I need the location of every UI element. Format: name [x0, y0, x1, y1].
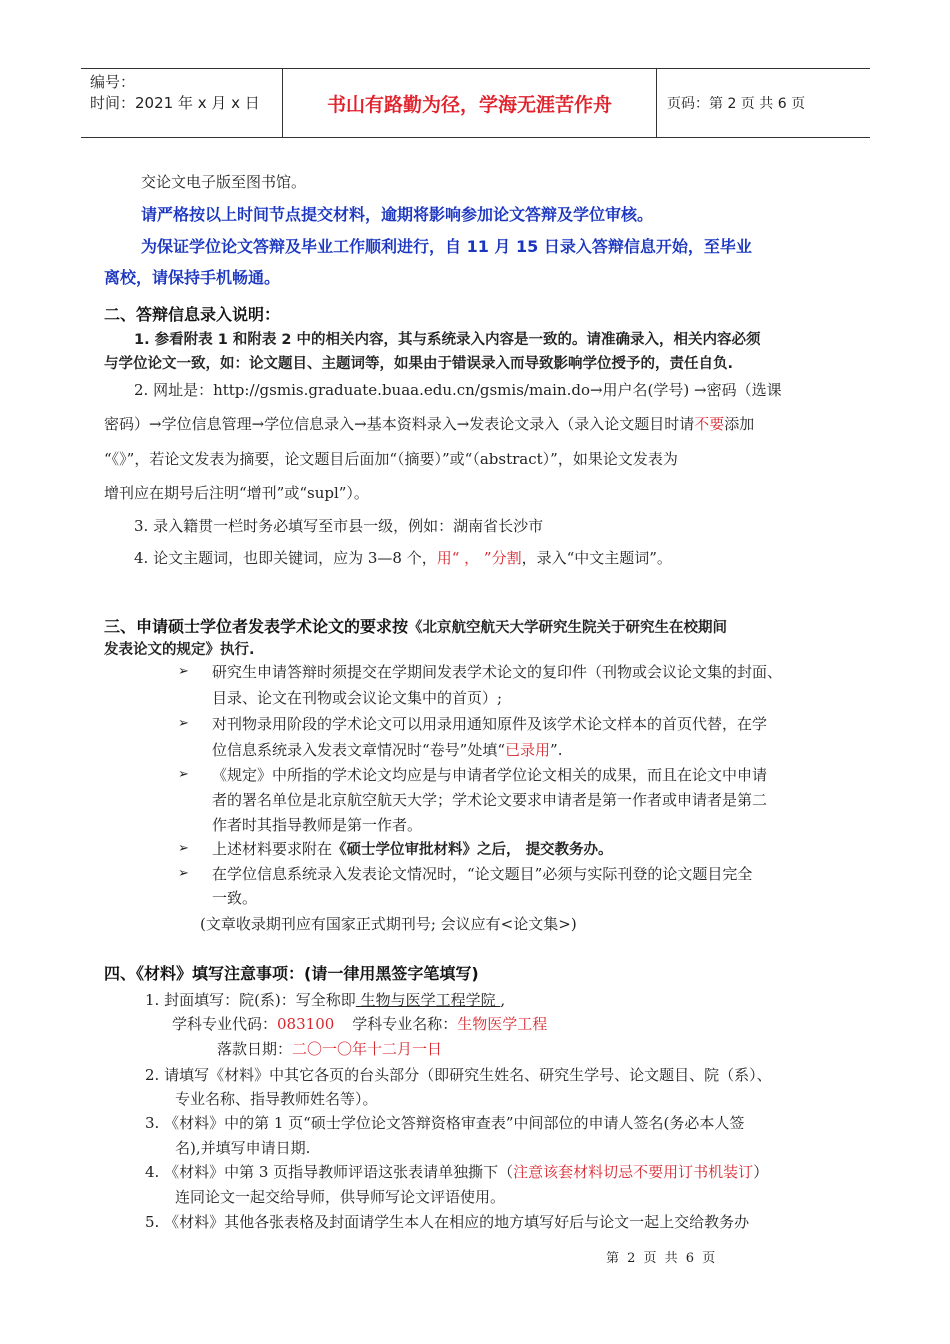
s2-item4: [134, 548, 672, 568]
s2-item2-line2: [104, 414, 754, 434]
red-text: 注意该套材料切忌不要用订书机装订: [513, 1163, 754, 1181]
date-value: 二〇一〇年十二月一日: [292, 1040, 443, 1058]
page-footer: 第 2 页 共 6 页: [606, 1251, 718, 1266]
text: 位信息系统录入发表文章情况时“卷号”处填“: [212, 741, 506, 759]
s3-bullet3-line2: 者的署名单位是北京航空航天大学；学术论文要求申请者是第一作者或申请者是第二: [212, 791, 768, 809]
intro-line: 交论文电子版至图书馆。: [141, 173, 307, 191]
arrow-bullet-icon: ➢: [178, 716, 189, 731]
section4-title: 四、《材料》填写注意事项：(请一律用黑签字笔填写): [104, 964, 479, 983]
s2-item1-line1: 1. 参看附表 1 和附表 2 中的相关内容，其与系统录入内容是一致的。请准确录入，相关内容必须: [134, 332, 761, 348]
s2-item2-line4: 增刊应在期号后注明“增刊”或“supl”）。: [104, 484, 369, 502]
time-label: 时间：2021 年 x 月 x 日: [90, 94, 260, 112]
header-meta: [81, 69, 282, 137]
text: 4. 论文主题词，也即关键词，应为 3—8 个，: [134, 549, 437, 567]
s3-bullet3-line3: 作者时其指导教师是第一作者。: [212, 816, 423, 834]
s4-item4-line1: [145, 1162, 768, 1182]
section3-title: 三、申请硕士学位者发表学术论文的要求按: [104, 617, 409, 636]
s4-item2-line2: 专业名称、指导教师姓名等）。: [175, 1090, 378, 1108]
name-label: 学科专业名称：: [352, 1015, 458, 1033]
red-text: 不要: [694, 415, 725, 433]
s3-bullet3-line1: 《规定》中所指的学术论文均应是与申请者学位论文相关的成果，而且在论文中申请: [212, 766, 768, 784]
s4-item1: [145, 990, 505, 1010]
number-label: 编号：: [90, 73, 136, 91]
section3-title-cont: 《北京航空航天大学研究生院关于研究生在校期间: [408, 620, 728, 636]
text: 4. 《材料》中第 3 页指导教师评语这张表请单独撕下（: [145, 1163, 514, 1181]
arrow-bullet-icon: ➢: [178, 767, 189, 782]
s4-item5-line1: 5. 《材料》其他各张表格及封面请学生本人在相应的地方填写好后与论文一起上交给教务办: [145, 1213, 750, 1231]
s4-item3-line1: 3. 《材料》中的第 1 页“硕士学位论文答辩资格审查表”中间部位的申请人签名(务必本人签: [145, 1114, 745, 1132]
section3-title-line1: [104, 617, 727, 638]
arrow-bullet-icon: ➢: [178, 841, 189, 856]
text: ）: [753, 1163, 769, 1181]
s3-bullet1-line2: 目录、论文在刊物或会议论文集中的首页）;: [212, 689, 503, 707]
s3-bullet4: [212, 839, 613, 860]
s3-bullet2-line1: 对刊物录用阶段的学术论文可以用录用通知原件及该学术论文样本的首页代替，在学: [212, 715, 768, 733]
text: ，录入“中文主题词”。: [521, 549, 672, 567]
text: ,: [500, 991, 506, 1009]
page-header: [81, 68, 870, 138]
name-value: 生物医学工程: [457, 1015, 548, 1033]
s2-item1-line2: 与学位论文一致，如：论文题目、主题词等，如果由于错误录入而导致影响学位授予的，责任自负.: [104, 356, 734, 372]
s3-note: (文章收录期刊应有国家正式期刊号; 会议应有<论文集>): [200, 915, 577, 933]
text: ”.: [550, 741, 563, 759]
arrow-bullet-icon: ➢: [178, 866, 189, 881]
red-text: 用“ ， ”分割: [436, 549, 522, 567]
s4-date-line: [217, 1039, 442, 1059]
s2-item2-line3: “《》”，若论文发表为摘要，论文题目后面加“（摘要）”或“（abstract）”，如果论文发表为: [104, 450, 678, 468]
code-label: 学科专业代码：: [172, 1015, 278, 1033]
header-motto: 书山有路勤为径，学海无涯苦作舟: [282, 69, 656, 137]
s2-item2-line1: 2. 网址是：http://gsmis.graduate.buaa.edu.cn/gsmis/main.do→用户名(学号) →密码（选课: [134, 381, 782, 399]
red-text: 已录用: [505, 741, 551, 759]
underlined-school: 生物与医学工程学院: [355, 991, 501, 1009]
s2-item3: 3. 录入籍贯一栏时务必填写至市县一级，例如：湖南省长沙市: [134, 517, 544, 535]
notice-deadline: 请严格按以上时间节点提交材料，逾期将影响参加论文答辩及学位审核。: [141, 205, 654, 224]
s3-bullet2-line2: [212, 740, 562, 760]
s4-item3-line2: 名),并填写申请日期.: [175, 1139, 311, 1157]
section2-title: 二、答辩信息录入说明：: [104, 305, 281, 324]
header-page-number: 页码：第 2 页 共 6 页: [656, 69, 870, 137]
s4-major-line: [172, 1014, 547, 1034]
section3-title-line2: 发表论文的规定》执行.: [104, 642, 255, 658]
text: 上述材料要求附在: [212, 840, 333, 858]
text: 密码）→学位信息管理→学位信息录入→基本资料录入→发表论文录入（录入论文题目时请: [104, 415, 695, 433]
s3-bullet1-line1: 研究生申请答辩时须提交在学期间发表学术论文的复印件（刊物或会议论文集的封面、: [212, 663, 783, 681]
code-value: 083100: [277, 1015, 335, 1033]
text: 添加: [724, 415, 755, 433]
arrow-bullet-icon: ➢: [178, 664, 189, 679]
s4-item4-line2: 连同论文一起交给导师，供导师写论文评语使用。: [175, 1188, 506, 1206]
notice-phone-line2: 离校，请保持手机畅通。: [104, 268, 281, 287]
s3-bullet5-line2: 一致。: [212, 889, 258, 907]
date-label: 落款日期：: [217, 1040, 293, 1058]
s4-item2-line1: 2. 请填写《材料》中其它各页的台头部分（即研究生姓名、研究生学号、论文题目、院（系）、: [145, 1066, 772, 1084]
text: 1. 封面填写：院(系)：写全称即: [145, 991, 356, 1009]
notice-phone-line1: 为保证学位论文答辩及毕业工作顺利进行，自 11 月 15 日录入答辩信息开始，至毕业: [141, 237, 752, 256]
bold-text: 《硕士学位审批材料》之后， 提交教务办。: [332, 842, 613, 858]
s3-bullet5-line1: 在学位信息系统录入发表论文情况时，“论文题目”必须与实际刊登的论文题目完全: [212, 865, 753, 883]
